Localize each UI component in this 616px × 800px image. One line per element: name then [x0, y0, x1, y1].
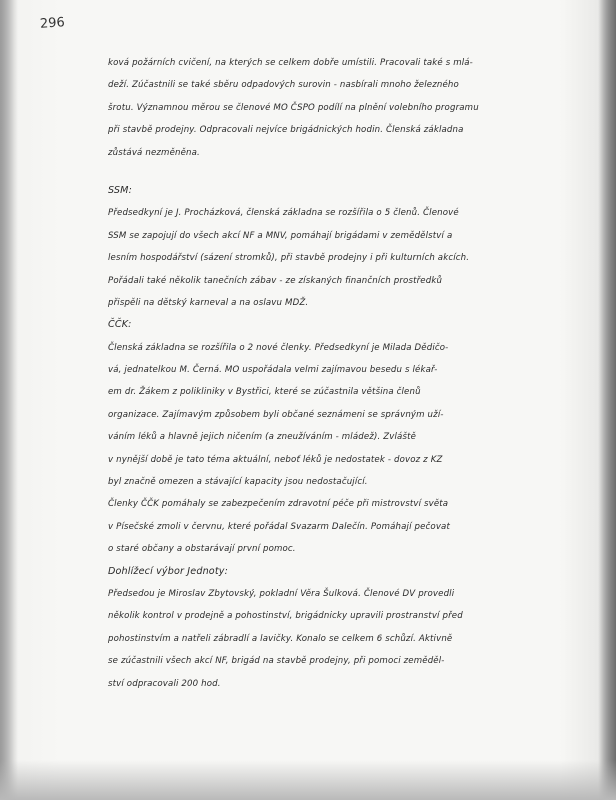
- line-gap: [108, 164, 588, 180]
- text-line: ková požárních cvičení, na kterých se celkem dobře umístili. Pracovali také s mlá-: [108, 58, 473, 68]
- text-line: o staré občany a obstarávají první pomoc.: [108, 544, 296, 555]
- text-line: SSM se zapojují do všech akcí NF a MNV, pomáhají brigádami v zemědělství a: [108, 230, 453, 241]
- text-line: v Písečské zmoli v červnu, které pořádal Svazarm Dalečín. Pomáhají pečovat: [108, 521, 450, 532]
- text-line: při stavbě prodejny. Odpracovali nejvíce brigádnických hodin. Členská základna: [108, 125, 464, 136]
- bottom-edge-shadow: [0, 760, 616, 800]
- text-line: šrotu. Významnou měrou se členové MO ČSPO podílí na plnění volebního programu: [108, 102, 479, 113]
- page-edge-shadow: [598, 0, 616, 800]
- text-line: Pořádali také několik tanečních zábav - ze získaných finančních prostředků: [108, 275, 443, 286]
- text-line: Členská základna se rozšířila o 2 nové členky. Předsedkyní je Milada Dědičo-: [108, 342, 449, 353]
- text-line: váním léků a hlavně jejich ničením (a zneužíváním - mládež). Zvláště: [108, 432, 417, 443]
- section-heading-cck: ČČK:: [108, 319, 132, 331]
- text-line: organizace. Zajímavým způsobem byli občané seznámeni se správným uží-: [108, 409, 444, 420]
- text-line: byl značně omezen a stávající kapacity jsou nedostačující.: [108, 477, 368, 488]
- text-line: lesním hospodářství (sázení stromků), při stavbě prodejny i při kulturních akcích.: [108, 253, 470, 264]
- text-line: Předsedou je Miroslav Zbytovský, pokladní Věra Šulková. Členové DV provedli: [108, 588, 455, 599]
- text-line: deží. Zúčastnili se také sběru odpadových surovin - nasbírali mnoho železného: [108, 80, 459, 91]
- text-line: se zúčastnili všech akcí NF, brigád na stavbě prodejny, při pomoci zeměděl-: [108, 656, 445, 667]
- page-number: 296: [39, 15, 66, 32]
- text-line: pohostinstvím a natřeli zábradlí a lavičky. Konalo se celkem 6 schůzí. Aktivně: [108, 633, 453, 644]
- text-line: Předsedkyní je J. Procházková, členská základna se rozšířila o 5 členů. Členové: [108, 208, 459, 219]
- text-line: em dr. Žákem z polikliniky v Bystřici, které se zúčastnila většina členů: [108, 387, 421, 398]
- handwritten-text-block: [108, 52, 588, 695]
- text-line: Členky ČČK pomáhaly se zabezpečením zdravotní péče při mistrovství světa: [108, 499, 449, 510]
- text-line: přispěli na dětský karneval a na oslavu MDŽ.: [108, 297, 309, 308]
- binding-shadow: [0, 0, 18, 800]
- section-heading-dohlizeci-vybor: Dohlížecí výbor Jednoty:: [108, 565, 228, 577]
- text-line: vá, jednatelkou M. Černá. MO uspořádala velmi zajímavou besedu s lékař-: [108, 365, 438, 376]
- text-line: několik kontrol v prodejně a pohostinství, brigádnicky upravili prostranství před: [108, 611, 463, 622]
- text-line: ství odpracovali 200 hod.: [108, 678, 221, 689]
- text-line: zůstává nezměněna.: [108, 147, 200, 158]
- text-line: v nynější době je tato téma aktuální, neboť léků je nedostatek - dovoz z KZ: [108, 454, 443, 465]
- section-heading-ssm: SSM:: [108, 184, 132, 196]
